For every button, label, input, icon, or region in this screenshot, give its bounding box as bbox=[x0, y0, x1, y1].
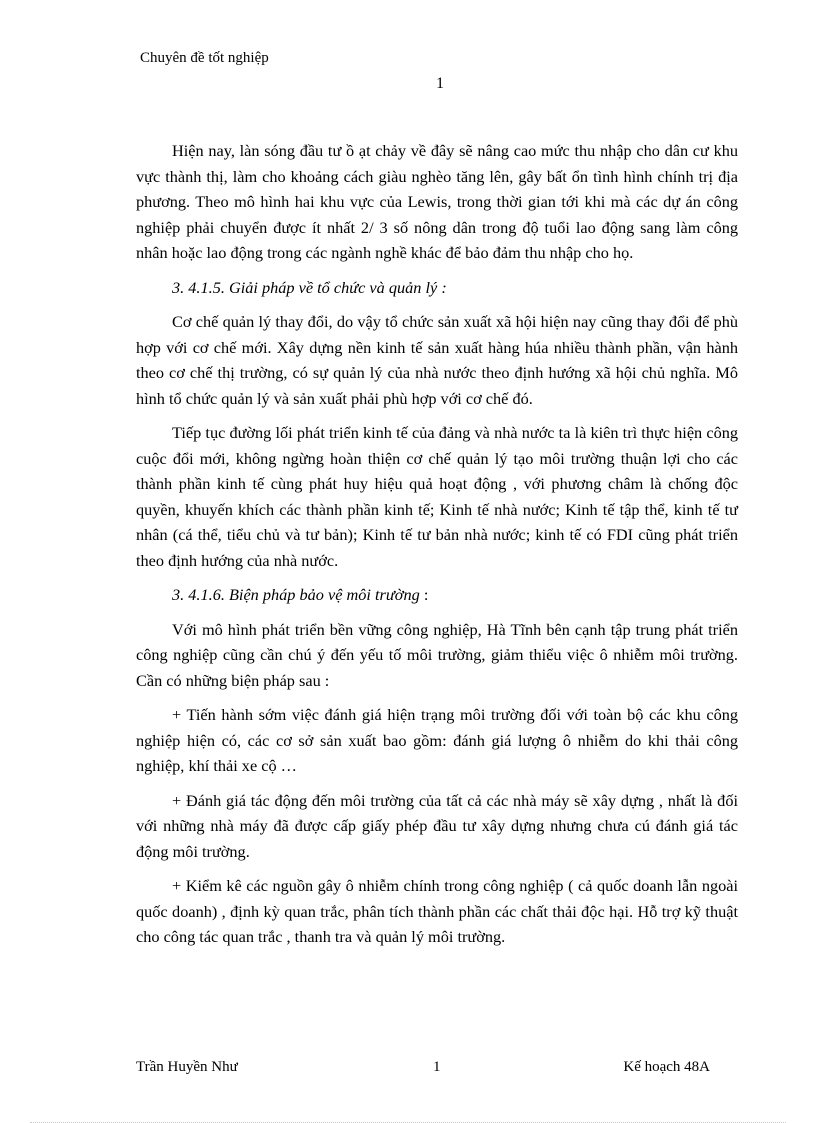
paragraph-management-mechanism: Cơ chế quản lý thay đổi, do vậy tổ chức sản xuất xã hội hiện nay cũng thay đổi để phù hợp với cơ chế mới. Xây dựng nền kinh tế sản xuất hàng húa nhiều thành phần, vận hành theo cơ chế thị trường, có sự quản lý của nhà nước theo định hướng xã hội chủ nghĩa. Mô hình tổ chức quản lý và sản xuất phải phù hợp với cơ chế đó. bbox=[136, 312, 738, 408]
section-heading-environment-text: 3. 4.1.6. Biện pháp bảo vệ môi trường bbox=[172, 585, 420, 604]
document-body bbox=[136, 138, 738, 959]
section-heading-organization: 3. 4.1.5. Giải pháp về tổ chức và quản lý : bbox=[172, 277, 447, 297]
paragraph-intro: Hiện nay, làn sóng đầu tư ồ ạt chảy về đây sẽ nâng cao mức thu nhập cho dân cư khu vực thành thị, làm cho khoảng cách giàu nghèo tăng lên, gây bất ổn tình hình chính trị địa phương. Theo mô hình hai khu vực của Lewis, trong thời gian tới khi mà các dự án công nghiệp phải chuyển được ít nhất 2/ 3 số nông dân trong độ tuổi lao động sang làm công nhân hoặc lao động trong các ngành nghề khác để bảo đảm thu nhập cho họ. bbox=[136, 141, 738, 262]
page-footer bbox=[136, 1059, 710, 1079]
list-item-impact-evaluation: + Đánh giá tác động đến môi trường của tất cả các nhà máy sẽ xây dựng , nhất là đối với những nhà máy đã được cấp giấy phép đầu tư xây dựng nhưng chưa cú đánh giá tác động môi trường. bbox=[136, 790, 738, 861]
document-header-title: Chuyên đề tốt nghiệp bbox=[140, 50, 269, 66]
section-heading-environment-colon: : bbox=[419, 585, 429, 604]
list-item-pollution-inventory: + Kiểm kê các nguồn gây ô nhiễm chính trong công nghiệp ( cả quốc doanh lẫn ngoài quốc doanh) , định kỳ quan trắc, phân tích thành phần các chất thải độc hại. Hỗ trợ kỹ thuật cho công tác quan trắc , thanh tra và quản lý môi trường. bbox=[136, 876, 738, 946]
footer-author: Trần Huyền Như bbox=[136, 1059, 238, 1075]
paragraph-environment-intro: Với mô hình phát triển bền vững công nghiệp, Hà Tĩnh bên cạnh tập trung phát triển công nghiệp cũng cần chú ý đến yếu tố môi trường, giảm thiểu việc ô nhiễm môi trường. Cần có những biện pháp sau : bbox=[136, 619, 738, 690]
list-item-assessment: + Tiến hành sớm việc đánh giá hiện trạng môi trường đối với toàn bộ các khu công nghiệp hiện có, các cơ sở sản xuất bao gồm: đánh giá lượng ô nhiễm do khi thải công nghiệp, khí thải xe cộ … bbox=[136, 705, 738, 775]
header-page-number: 1 bbox=[436, 75, 444, 92]
footer-page-number: 1 bbox=[433, 1059, 441, 1075]
section-heading-environment bbox=[136, 582, 738, 608]
paragraph-development-policy: Tiếp tục đường lối phát triển kinh tế của đảng và nhà nước ta là kiên trì thực hiện công cuộc đổi mới, không ngừng hoàn thiện cơ chế quản lý tạo môi trường thuận lợi cho các thành phần kinh tế cùng phát huy hiệu quả hoạt động , với phương châm là chống độc quyền, khuyến khích các thành phần kinh tế; Kinh tế nhà nước; Kinh tế tập thể, kinh tế tư nhân (cá thể, tiểu chủ và tư bản); Kinh tế tư bản nhà nước; kinh tế có FDI cũng phát triển theo định hướng của nhà nước. bbox=[136, 423, 738, 570]
footer-plan: Kế hoạch 48A bbox=[623, 1059, 710, 1075]
